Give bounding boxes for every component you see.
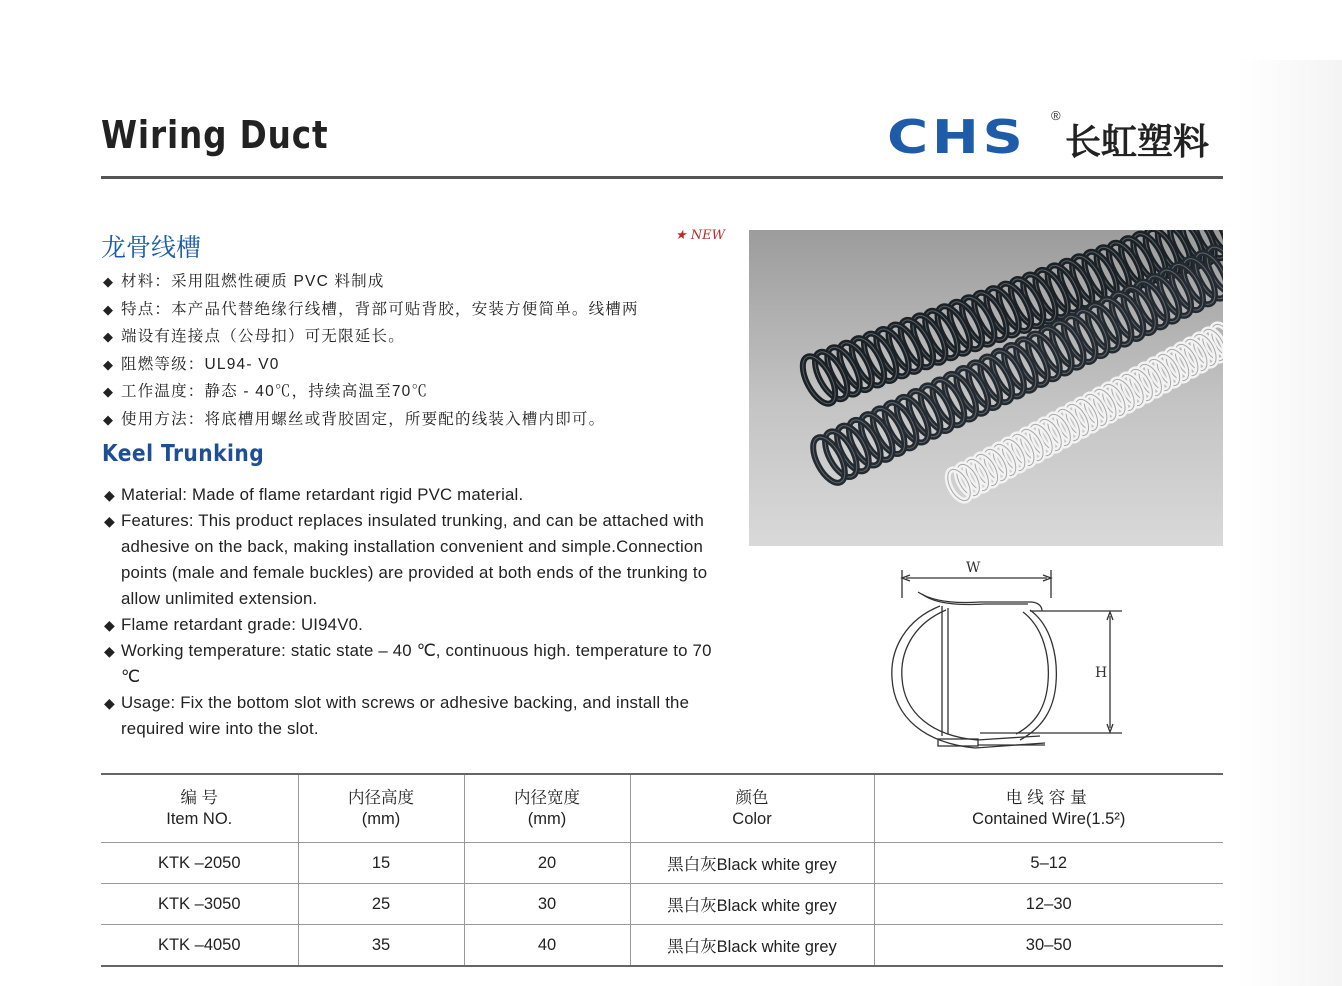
height-label: H xyxy=(1095,665,1108,681)
cell-inner-height: 25 xyxy=(298,884,464,925)
product-photo xyxy=(749,230,1223,546)
cell-wire-capacity: 12–30 xyxy=(874,884,1223,925)
table-row xyxy=(101,843,1223,884)
logo-chinese-name: 长虹塑料 xyxy=(1065,121,1210,162)
feature-item-en: ◆ Material: Made of flame retardant rigid PVC material. xyxy=(104,482,724,508)
cell-inner-height: 35 xyxy=(298,925,464,967)
cell-inner-width: 20 xyxy=(464,843,630,884)
column-header: 内径宽度 (mm) xyxy=(464,774,630,843)
logo-letters: CHS xyxy=(887,110,1027,164)
cell-inner-width: 40 xyxy=(464,925,630,967)
page-title: Wiring Duct xyxy=(101,113,329,157)
feature-list-en xyxy=(104,482,724,742)
cell-item-no: KTK –2050 xyxy=(101,843,298,884)
feature-item-en: ◆ Features: This product replaces insulated trunking, and can be attached with adhesive on the back, making installation convenient and simple.Connection points (male and female buckles) are provided at both ends of the trunking to allow unlimited extension. xyxy=(104,508,724,612)
column-header: 编 号 Item NO. xyxy=(101,774,298,843)
registered-mark: ® xyxy=(1051,108,1061,123)
feature-item-cn: ◆ 工作温度：静态 - 40℃，持续高温至70℃ xyxy=(103,378,639,406)
cell-item-no: KTK –3050 xyxy=(101,884,298,925)
feature-item-cn: ◆ 材料：采用阻燃性硬质 PVC 料制成 xyxy=(103,268,639,296)
cell-inner-width: 30 xyxy=(464,884,630,925)
page-edge-shade xyxy=(1236,60,1342,986)
product-title-en: Keel Trunking xyxy=(102,441,265,467)
table-row xyxy=(101,884,1223,925)
table-row xyxy=(101,925,1223,967)
cell-inner-height: 15 xyxy=(298,843,464,884)
cell-color: 黑白灰Black white grey xyxy=(630,884,874,925)
cell-wire-capacity: 30–50 xyxy=(874,925,1223,967)
cell-color: 黑白灰Black white grey xyxy=(630,843,874,884)
feature-item-cn: ◆ 阻燃等级：UL94- V0 xyxy=(103,351,639,379)
product-title-cn: 龙骨线槽 xyxy=(101,234,202,262)
feature-item-en: ◆ Usage: Fix the bottom slot with screws or adhesive backing, and install the required wire into the slot. xyxy=(104,690,724,742)
table-header-row xyxy=(101,774,1223,843)
column-header: 电线容量 Contained Wire(1.5²) xyxy=(874,774,1223,843)
new-badge: ★ NEW xyxy=(675,228,726,243)
cell-wire-capacity: 5–12 xyxy=(874,843,1223,884)
feature-list-cn xyxy=(103,268,639,433)
feature-item-en: ◆ Flame retardant grade: UI94V0. xyxy=(104,612,724,638)
column-header: 内径高度 (mm) xyxy=(298,774,464,843)
feature-item-cn: ◆ 使用方法：将底槽用螺丝或背胶固定，所要配的线装入槽内即可。 xyxy=(103,406,639,434)
cell-color: 黑白灰Black white grey xyxy=(630,925,874,967)
feature-item-en: ◆ Working temperature: static state – 40 ℃, continuous high. temperature to 70 ℃ xyxy=(104,638,724,690)
cell-item-no: KTK –4050 xyxy=(101,925,298,967)
spec-table xyxy=(101,773,1223,967)
feature-item-cn-continued: ◆ 端设有连接点（公母扣）可无限延长。 xyxy=(103,323,639,351)
cross-section-drawing xyxy=(880,558,1130,768)
column-header: 颜色 Color xyxy=(630,774,874,843)
width-label: W xyxy=(966,560,981,576)
feature-item-cn: ◆ 特点：本产品代替绝缘行线槽，背部可贴背胶，安装方便简单。线槽两 xyxy=(103,296,639,324)
title-divider xyxy=(101,176,1223,179)
